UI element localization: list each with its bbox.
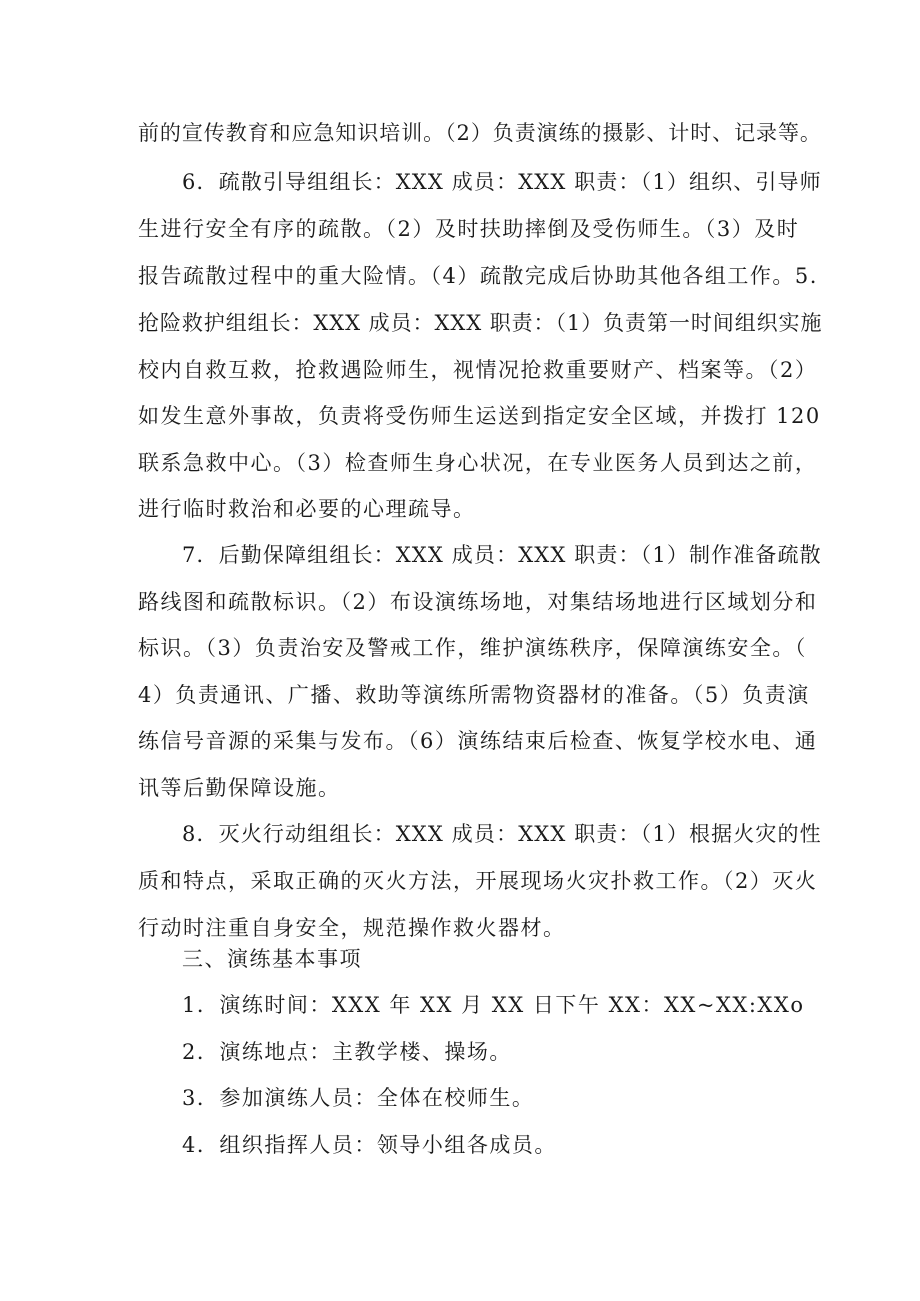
text-line: 2．演练地点：主教学楼、操场。 xyxy=(182,1040,512,1064)
text-line: 如发生意外事故，负责将受伤师生运送到指定安全区域，并拨打 120 xyxy=(138,404,821,428)
text-line: 1．演练时间：XXX 年 XX 月 XX 日下午 XX：XX~XX:XXo xyxy=(182,993,805,1017)
text-line: 生进行安全有序的疏散。（2）及时扶助摔倒及受伤师生。（3）及时 xyxy=(138,217,800,241)
text-line: 路线图和疏散标识。（2）布设演练场地，对集结场地进行区域划分和 xyxy=(138,590,818,614)
text-line: 标识。（3）负责治安及警戒工作，维护演练秩序，保障演练安全。（ xyxy=(138,636,807,660)
text-line: 8．灭火行动组组长：XXX 成员：XXX 职责：（1）根据火灾的性 xyxy=(182,822,822,846)
text-line: 4）负责通讯、广播、救助等演练所需物资器材的准备。（5）负责演 xyxy=(138,683,810,707)
text-line: 7．后勤保障组组长：XXX 成员：XXX 职责：（1）制作准备疏散 xyxy=(182,543,822,567)
text-line: 进行临时救治和必要的心理疏导。 xyxy=(138,497,476,521)
text-line: 行动时注重自身安全，规范操作救火器材。 xyxy=(138,916,566,940)
text-line: 质和特点，采取正确的灭火方法，开展现场火灾扑救工作。（2）灭火 xyxy=(138,869,818,893)
text-line: 前的宣传教育和应急知识培训。（2）负责演练的摄影、计时、记录等。 xyxy=(138,121,822,145)
text-line: 报告疏散过程中的重大险情。（4）疏散完成后协助其他各组工作。5. xyxy=(138,264,818,288)
text-line: 练信号音源的采集与发布。（6）演练结束后检查、恢复学校水电、通 xyxy=(138,729,818,753)
text-line: 4．组织指挥人员：领导小组各成员。 xyxy=(182,1133,557,1157)
text-line: 校内自救互救，抢救遇险师生，视情况抢救重要财产、档案等。（2） xyxy=(138,358,818,382)
text-line: 讯等后勤保障设施。 xyxy=(138,776,341,800)
text-line: 抢险救护组组长：XXX 成员：XXX 职责：（1）负责第一时间组织实施 xyxy=(138,311,823,335)
text-line: 6．疏散引导组组长：XXX 成员：XXX 职责：（1）组织、引导师 xyxy=(182,170,822,194)
text-line: 联系急救中心。（3）检查师生身心状况，在专业医务人员到达之前， xyxy=(138,451,818,475)
section-heading: 三、演练基本事项 xyxy=(182,947,362,971)
text-line: 3．参加演练人员：全体在校师生。 xyxy=(182,1086,535,1110)
